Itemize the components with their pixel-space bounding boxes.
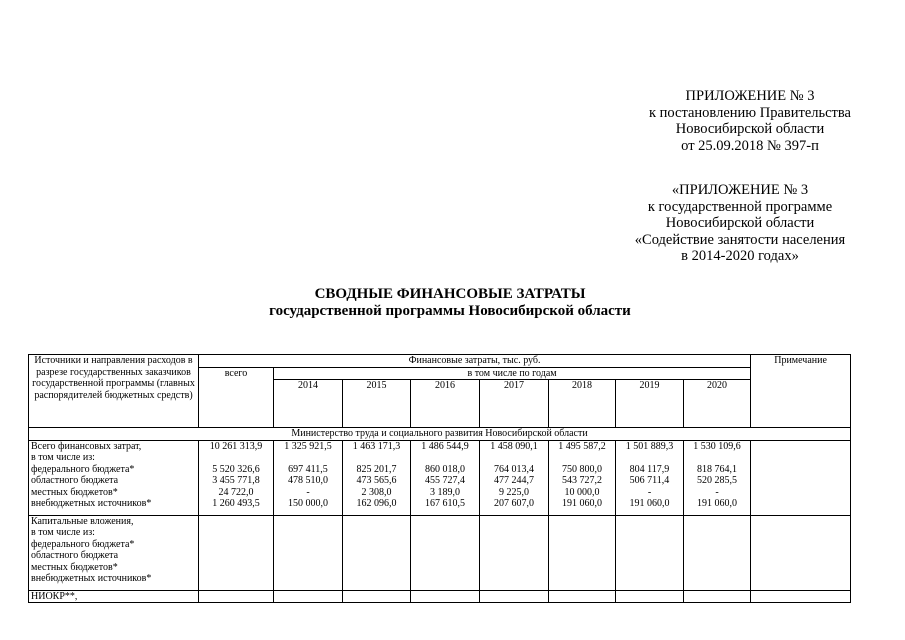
appendix-line: Новосибирской области [675,121,825,137]
empty-cell [411,590,480,603]
cell-value: 3 455 771,8 [212,475,260,486]
cell-value: 2 308,0 [361,486,392,498]
appendix-line: Новосибирской области [665,215,815,231]
note-cell [751,590,851,603]
cell-value [201,452,271,464]
row-label: в том числе из: [31,452,95,463]
cell-value: 207 607,0 [494,498,534,509]
empty-cell [199,515,274,590]
cell-value: 10 000,0 [564,486,600,498]
appendix-line: «Содействие занятости населения [634,231,846,248]
appendix-line: к постановлению Правительства [649,104,851,121]
cell-value: 860 018,0 [425,463,465,475]
cell-value: 455 727,4 [425,475,465,486]
cell-value: 473 565,6 [356,475,397,486]
header-year: 2020 [684,380,751,428]
empty-cell [199,590,274,603]
ministry-row: Министерство труда и социального развития Новосибирской области [29,428,851,441]
cell-value [413,452,477,464]
empty-cell [684,515,751,590]
row-label: местных бюджетов* [31,561,118,573]
empty-cell [274,515,343,590]
header-sources: Источники и направления расходов в разрезе государственных заказчиков государственной программы (главных распорядителей бюджетных средств) [29,355,199,428]
cell-value: 506 711,4 [629,475,670,486]
cell-value: 10 261 313,9 [209,440,263,452]
cell-value: 1 530 109,6 [693,440,741,452]
cell-value: 1 463 171,3 [352,440,401,452]
cell-value: 804 117,9 [629,463,670,475]
cell-value: 9 225,0 [499,486,529,498]
empty-cell [411,515,480,590]
cell-value: 150 000,0 [288,498,328,509]
table-row [29,440,851,515]
cell-value: 162 096,0 [356,498,397,509]
header-year: 2018 [549,380,616,428]
cell-value [276,452,340,464]
row-labels [29,440,199,515]
header-year: 2016 [411,380,480,428]
cell-value: 5 520 326,6 [212,463,260,475]
cell-value: 1 458 090,1 [490,440,538,452]
empty-cell [274,590,343,603]
cell-value: 750 800,0 [562,463,602,475]
document-title [150,286,750,320]
row-label: в том числе из: [31,527,95,538]
appendix-line: в 2014-2020 годах» [681,248,799,264]
cell-value: 818 764,1 [697,463,738,475]
empty-cell [343,515,411,590]
header-year: 2014 [274,380,343,428]
cell-value: - [647,486,652,498]
cell-value: 764 013,4 [494,463,534,475]
cell-value: 191 060,0 [697,498,738,509]
appendix-header-program [590,182,890,265]
empty-cell [549,515,616,590]
cell-value: - [715,486,719,498]
header-note: Примечание [751,355,851,428]
header-year: 2015 [343,380,411,428]
cell-value: 543 727,2 [562,475,602,486]
title-line-2: государственной программы Новосибирской области [269,303,631,319]
row-labels [29,515,199,590]
cell-value: 3 189,0 [430,486,460,498]
cell-value [482,452,546,464]
header-by-years: в том числе по годам [274,367,751,380]
appendix-line: ПРИЛОЖЕНИЕ № 3 [685,88,815,104]
appendix-line: «ПРИЛОЖЕНИЕ № 3 [671,182,809,198]
cell-value: 1 501 889,3 [625,440,674,452]
row-label: местных бюджетов* [31,486,118,498]
cell-value: 477 244,7 [494,475,534,486]
cell-value: 520 285,5 [697,475,738,486]
cell-value [345,452,408,464]
empty-cell [616,590,684,603]
appendix-header-resolution [600,88,900,154]
empty-cell [616,515,684,590]
table-row [29,590,851,603]
note-cell [751,515,851,590]
values-2018 [549,440,616,515]
empty-cell [684,590,751,603]
appendix-line: к государственной программе [647,198,833,215]
header-costs: Финансовые затраты, тыс. руб. [199,355,751,368]
cell-value: 1 260 493,5 [212,498,260,509]
values-2017 [480,440,549,515]
values-2020 [684,440,751,515]
note-cell [751,440,851,515]
cell-value [618,452,681,464]
empty-cell [549,590,616,603]
cell-value: 825 201,7 [356,463,397,475]
empty-cell [343,590,411,603]
row-label: НИОКР**, [29,590,199,603]
row-label: федерального бюджета* [31,538,135,550]
row-label: областного бюджета [31,550,119,561]
cell-value: 191 060,0 [629,498,670,509]
values-2019 [616,440,684,515]
cell-value [551,452,613,464]
header-year: 2019 [616,380,684,428]
cell-value: 1 495 587,2 [558,440,606,452]
financial-costs-table [28,354,851,603]
values-2015 [343,440,411,515]
row-label: внебюджетных источников* [31,573,152,584]
cell-value: 191 060,0 [562,498,602,509]
header-year: 2017 [480,380,549,428]
row-label: Всего финансовых затрат, [31,440,142,452]
row-label: внебюджетных источников* [31,498,152,509]
row-label: Капитальные вложения, [31,515,134,527]
empty-cell [480,590,549,603]
header-total: всего [199,367,274,428]
cell-value: 1 325 921,5 [284,440,332,452]
cell-value: 697 411,5 [288,463,328,475]
values-2016 [411,440,480,515]
cell-value: 24 722,0 [218,486,254,498]
appendix-line: от 25.09.2018 № 397-п [681,137,819,154]
cell-value: 167 610,5 [425,498,465,509]
row-label: областного бюджета [31,475,119,486]
cell-value [686,452,748,464]
values-2014 [274,440,343,515]
title-line-1: СВОДНЫЕ ФИНАНСОВЫЕ ЗАТРАТЫ [314,286,586,302]
row-label: федерального бюджета* [31,463,135,475]
values-total [199,440,274,515]
cell-value: - [306,486,310,498]
empty-cell [480,515,549,590]
cell-value: 478 510,0 [288,475,328,486]
cell-value: 1 486 544,9 [421,440,469,452]
table-row [29,515,851,590]
